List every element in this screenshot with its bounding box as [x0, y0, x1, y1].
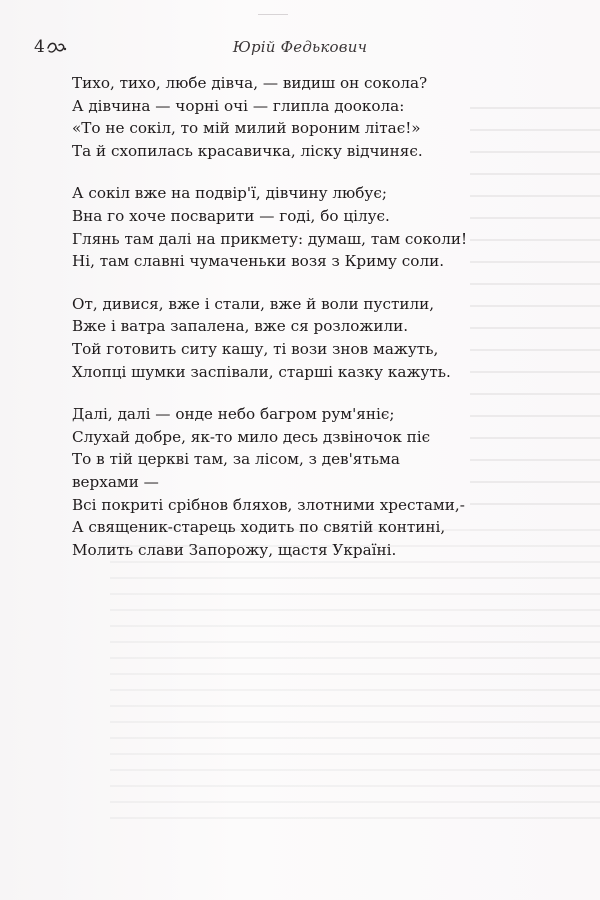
poem-line: «То не сокіл, то мій милий вороним літає!»: [72, 119, 421, 138]
poem-line: А священик-старець ходить по святій контині,: [72, 518, 446, 537]
poem-line: Вна го хоче посварити — годі, бо цілує.: [72, 206, 390, 225]
poem-line: То в тій церкві там, за лісом, з дев'ятьма: [72, 450, 400, 469]
stanza: [72, 403, 492, 561]
poem-line: Вже і ватра запалена, вже ся розложили.: [72, 317, 409, 336]
poem-line: Та й схопилась красавичка, ліску відчиняє.: [72, 141, 423, 160]
poem-line: Тихо, тихо, любе дівча, — видиш он сокола?: [72, 74, 428, 92]
poem-line: А дівчина — чорні очі — глипла доокола:: [72, 96, 405, 115]
stanza: [72, 182, 492, 272]
poem-line: Ні, там славні чумаченьки возя з Криму соли.: [72, 252, 445, 271]
poem-line: Той готовить ситу кашу, ті вози знов мажуть,: [72, 339, 439, 358]
stanza: [72, 72, 492, 162]
page-header: [0, 36, 600, 60]
poem-line: верхами —: [72, 472, 159, 491]
poem-line: Хлопці шумки заспівали, старші казку кажуть.: [72, 362, 451, 381]
poem-line: Слухай добре, як-то мило десь дзвіночок піє: [72, 427, 431, 446]
poem-line: От, дивися, вже і стали, вже й воли пустили,: [72, 294, 435, 313]
poem-line: Молить слави Запорожу, щастя Україні.: [72, 540, 397, 559]
top-rule: [258, 14, 288, 15]
poem-body: [72, 72, 492, 581]
poem-line: А сокіл вже на подвір'ї, дівчину любує;: [72, 184, 387, 203]
poem-line: Всі покриті срібнов бляхов, злотними хрестами,-: [72, 495, 465, 514]
running-head-author: Юрій Федькович: [232, 38, 368, 56]
poem-line: Глянь там далі на прикмету: думаш, там соколи!: [72, 229, 468, 248]
stanza: [72, 293, 492, 383]
poem-line: Далі, далі — онде небо багром рум'яніє;: [72, 405, 395, 424]
page-number: 4: [34, 37, 45, 57]
